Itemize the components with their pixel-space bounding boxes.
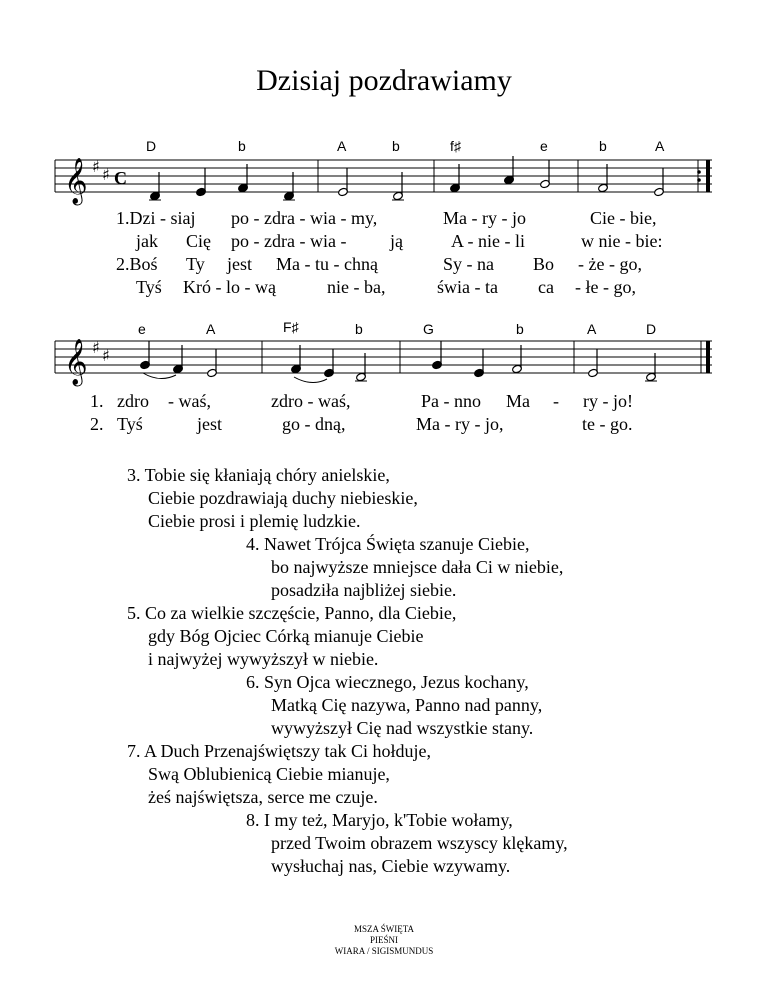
- verse-line: wysłuchaj nas, Ciebie wzywamy.: [271, 856, 511, 876]
- chord-symbol: e: [540, 138, 548, 154]
- lyric-syllable: ry - jo!: [583, 391, 633, 411]
- lyric-syllable: ca: [538, 277, 554, 297]
- lyric-syllable: po - zdra - wia -: [231, 231, 347, 251]
- chord-symbol: b: [355, 321, 363, 337]
- chord-symbol: D: [646, 321, 657, 337]
- lyric-syllable: 2.Boś: [116, 254, 158, 274]
- footer: [0, 924, 768, 957]
- footer-line: MSZA ŚWIĘTA: [353, 924, 415, 934]
- svg-text:♯: ♯: [102, 165, 110, 184]
- chord-symbol: D: [146, 138, 157, 154]
- lyric-syllable: zdro - waś,: [271, 391, 351, 411]
- verse-line: przed Twoim obrazem wszyscy klękamy,: [271, 833, 568, 853]
- verse-line: posadziła najbliżej siebie.: [271, 580, 457, 600]
- verse-line: Ciebie pozdrawiają duchy niebieskie,: [148, 488, 418, 508]
- verse-line: 4. Nawet Trójca Święta szanuje Ciebie,: [246, 534, 530, 554]
- chord-symbol: A: [337, 138, 347, 154]
- lyric-syllable: w nie - bie:: [581, 231, 663, 251]
- lyric-syllable: ją: [390, 231, 403, 251]
- lyric-syllable: - waś,: [168, 391, 211, 411]
- svg-text:♯: ♯: [92, 157, 100, 176]
- verse-line: żeś najświętsza, serce me czuje.: [148, 787, 378, 807]
- chord-symbol: e: [138, 321, 146, 337]
- svg-text:𝄞: 𝄞: [64, 339, 88, 385]
- lyric-syllable: Sy - na: [443, 254, 494, 274]
- staff-system-1: [0, 150, 768, 210]
- lyric-syllable: Kró - lo - wą: [183, 277, 276, 297]
- verse-line: Swą Oblubienicą Ciebie mianuje,: [148, 764, 390, 784]
- verse-line: gdy Bóg Ojciec Córką mianuje Ciebie: [148, 626, 424, 646]
- lyric-syllable: 1.Dzi - siaj: [116, 208, 196, 228]
- lyric-syllable: Ma - tu - chną: [276, 254, 378, 274]
- chord-symbol: b: [599, 138, 607, 154]
- song-title: Dzisiaj pozdrawiamy: [256, 64, 512, 97]
- lyric-syllable: 2.: [90, 414, 104, 434]
- lyric-syllable: Ty: [186, 254, 205, 274]
- chord-symbol: b: [392, 138, 400, 154]
- verse-line: Ciebie prosi i plemię ludzkie.: [148, 511, 361, 531]
- lyric-syllable: Ma: [506, 391, 530, 411]
- lyric-syllable: Ma - ry - jo,: [416, 414, 504, 434]
- chord-symbol: A: [587, 321, 597, 337]
- footer-line: PIEŚNI: [369, 935, 398, 945]
- svg-text:C: C: [114, 168, 127, 188]
- chord-symbol: b: [516, 321, 524, 337]
- lyric-syllable: Bo: [533, 254, 555, 274]
- staff-system-2: [0, 331, 768, 391]
- lyric-syllable: po - zdra - wia - my,: [231, 208, 378, 228]
- lyric-syllable: A - nie - li: [451, 231, 525, 251]
- chord-symbol: f♯: [450, 138, 461, 154]
- lyric-syllable: - że - go,: [578, 254, 642, 274]
- lyric-syllable: Cie - bie,: [590, 208, 657, 228]
- verse-line: bo najwyższe mniejsce dała Ci w niebie,: [271, 557, 564, 577]
- chord-symbol: F♯: [283, 319, 299, 335]
- lyric-syllable: Pa - nno: [421, 391, 481, 411]
- lyric-syllable: jest: [197, 414, 222, 434]
- lyric-syllable: jest: [227, 254, 252, 274]
- verse-line: 5. Co za wielkie szczęście, Panno, dla Ciebie,: [127, 603, 457, 623]
- lyric-syllable: Ma - ry - jo: [443, 208, 526, 228]
- verse-line: 3. Tobie się kłaniają chóry anielskie,: [127, 465, 390, 485]
- lyric-syllable: -: [553, 391, 559, 411]
- lyric-syllable: jak: [136, 231, 158, 251]
- lyric-syllable: Tyś: [136, 277, 162, 297]
- lyric-syllable: nie - ba,: [327, 277, 386, 297]
- chord-symbol: b: [238, 138, 246, 154]
- lyric-syllable: go - dną,: [282, 414, 346, 434]
- verse-line: 7. A Duch Przenajświętszy tak Ci hołduje,: [127, 741, 431, 761]
- lyric-syllable: zdro: [117, 391, 149, 411]
- svg-text:𝄞: 𝄞: [64, 158, 88, 204]
- chord-symbol: G: [423, 321, 434, 337]
- chord-symbol: A: [655, 138, 665, 154]
- svg-text:♯: ♯: [102, 346, 110, 365]
- svg-text:♯: ♯: [92, 338, 100, 357]
- chord-symbol: A: [206, 321, 216, 337]
- lyric-syllable: Cię: [186, 231, 211, 251]
- verse-line: i najwyżej wywyższył w niebie.: [148, 649, 379, 669]
- verse-line: 6. Syn Ojca wiecznego, Jezus kochany,: [246, 672, 529, 692]
- lyric-syllable: 1.: [90, 391, 104, 411]
- verse-line: 8. I my też, Maryjo, k'Tobie wołamy,: [246, 810, 513, 830]
- verse-line: Matką Cię nazywa, Panno nad panny,: [271, 695, 543, 715]
- lyric-syllable: te - go.: [582, 414, 633, 434]
- lyric-syllable: świa - ta: [437, 277, 498, 297]
- verse-line: wywyższył Cię nad wszystkie stany.: [271, 718, 534, 738]
- lyric-syllable: - łe - go,: [575, 277, 636, 297]
- lyric-syllable: Tyś: [117, 414, 143, 434]
- footer-line: WIARA / SIGISMUNDUS: [334, 946, 434, 956]
